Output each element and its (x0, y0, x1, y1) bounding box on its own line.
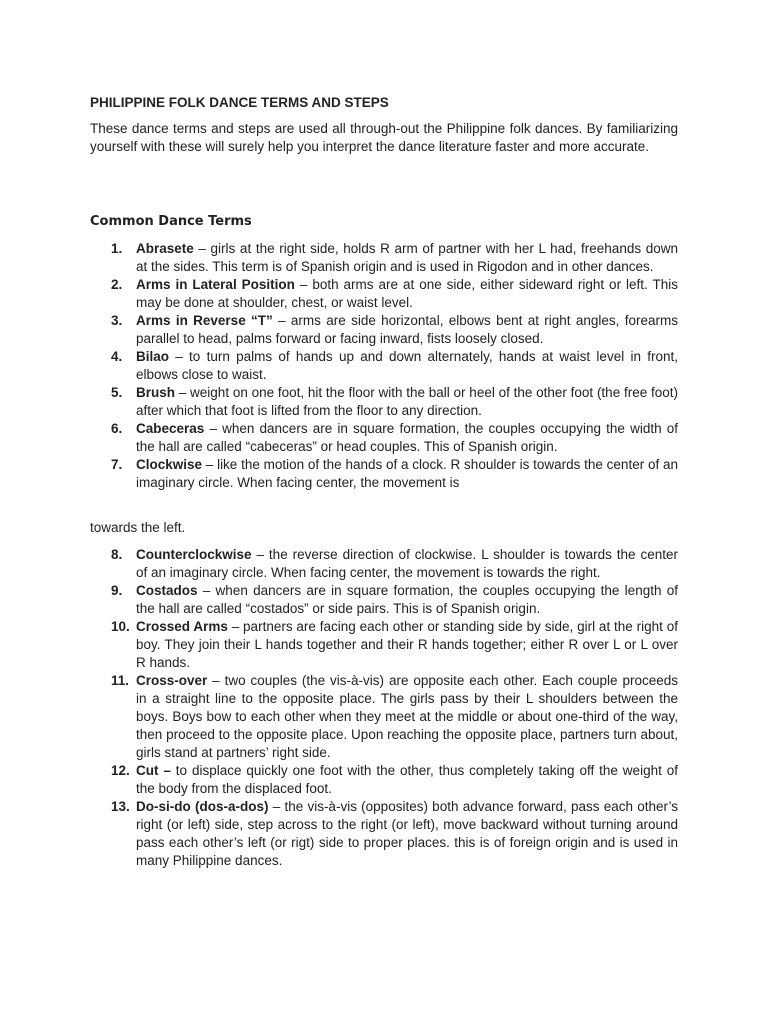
term-name: Abrasete (136, 241, 194, 256)
item-number: 1. (111, 241, 123, 256)
term-definition: – the reverse direction of clockwise. L shoulder is towards the center of an imaginary circle. When facing center, the movement is towards the right. (136, 547, 678, 580)
list-item (90, 762, 678, 798)
terms-list-part-2 (90, 546, 678, 870)
term-name: Cross-over (136, 673, 208, 688)
term-name: Crossed Arms (136, 619, 228, 634)
term-definition: – both arms are at one side, either sideward right or left. This may be done at shoulder, chest, or waist level. (136, 277, 678, 310)
item-number: 13. (111, 799, 130, 814)
term-name: Bilao (136, 349, 170, 364)
term-definition: – when dancers are in square formation, the couples occupying the width of the hall are called “cabeceras” or head couples. This of Spanish origin. (136, 421, 678, 454)
term-definition: – girls at the right side, holds R arm of partner with her L had, freehands down at the sides. This term is of Spanish origin and is used in Rigodon and in other dances. (136, 241, 678, 274)
term-name: Do-si-do (dos-a-dos) (136, 799, 269, 814)
intro-paragraph: These dance terms and steps are used all through-out the Philippine folk dances. By familiarizing yourself with these will surely help you interpret the dance literature faster and more accurate. (90, 121, 678, 154)
list-item (90, 456, 678, 492)
terms-list-part-1 (90, 240, 678, 492)
term-name: Cut – (136, 763, 171, 778)
list-item (90, 618, 678, 672)
section-heading: Common Dance Terms (90, 214, 252, 229)
item-number: 11. (111, 673, 130, 688)
term-name: Cabeceras (136, 421, 205, 436)
term-definition: – the vis-à-vis (opposites) both advance forward, pass each other’s right (or left) side, step across to the right (or left), move backward without turning around pass each other’s left (or rigt) side to proper places. this is of foreign origin and is used in many Philippine dances. (136, 799, 678, 868)
item-number: 10. (111, 619, 130, 634)
term-name: Clockwise (136, 457, 203, 472)
term-definition: – like the motion of the hands of a clock. R shoulder is towards the center of an imaginary circle. When facing center, the movement is (136, 457, 678, 490)
item-number: 12. (111, 763, 130, 778)
term-name: Arms in Lateral Position (136, 277, 295, 292)
list-item (90, 582, 678, 618)
term-definition: – arms are side horizontal, elbows bent at right angles, forearms parallel to head, palms forward or facing inward, fists loosely closed. (136, 313, 678, 346)
item-number: 6. (111, 421, 123, 436)
item-number: 8. (111, 547, 123, 562)
item-number: 3. (111, 313, 123, 328)
item-number: 4. (111, 349, 123, 364)
term-definition: – partners are facing each other or standing side by side, girl at the right of boy. They join their L hands together and their R hands together; either R over L or L over R hands. (136, 619, 678, 670)
term-name: Brush (136, 385, 176, 400)
item-number: 2. (111, 277, 123, 292)
term-name: Arms in Reverse “T” (136, 313, 273, 328)
list-item (90, 348, 678, 384)
list-item (90, 420, 678, 456)
term-definition: – weight on one foot, hit the floor with the ball or heel of the other foot (the free foot) after which that foot is lifted from the floor to any direction. (136, 385, 678, 418)
term-definition: to displace quickly one foot with the other, thus completely taking off the weight of the body from the displaced foot. (136, 763, 678, 796)
item-number: 9. (111, 583, 123, 598)
list-item (90, 384, 678, 420)
continuation-text: towards the left. (90, 520, 186, 535)
term-definition: – to turn palms of hands up and down alternately, hands at waist level in front, elbows close to waist. (136, 349, 678, 382)
list-item (90, 240, 678, 276)
list-item (90, 312, 678, 348)
list-item (90, 672, 678, 762)
term-definition: – when dancers are in square formation, the couples occupying the length of the hall are called “costados” or side pairs. This is of Spanish origin. (136, 583, 678, 616)
list-item (90, 798, 678, 870)
item-number: 7. (111, 457, 123, 472)
item-number: 5. (111, 385, 123, 400)
page-title: PHILIPPINE FOLK DANCE TERMS AND STEPS (90, 95, 389, 110)
term-name: Costados (136, 583, 198, 598)
list-item (90, 276, 678, 312)
term-name: Counterclockwise (136, 547, 252, 562)
list-item (90, 546, 678, 582)
term-definition: – two couples (the vis-à-vis) are opposite each other. Each couple proceeds in a straight line to the opposite place. The girls pass by their L shoulders between the boys. Boys bow to each other when they meet at the middle or about one-third of the way, then proceed to the opposite place. Upon reaching the opposite place, partners turn about, girls stand at partners’ right side. (136, 673, 678, 760)
